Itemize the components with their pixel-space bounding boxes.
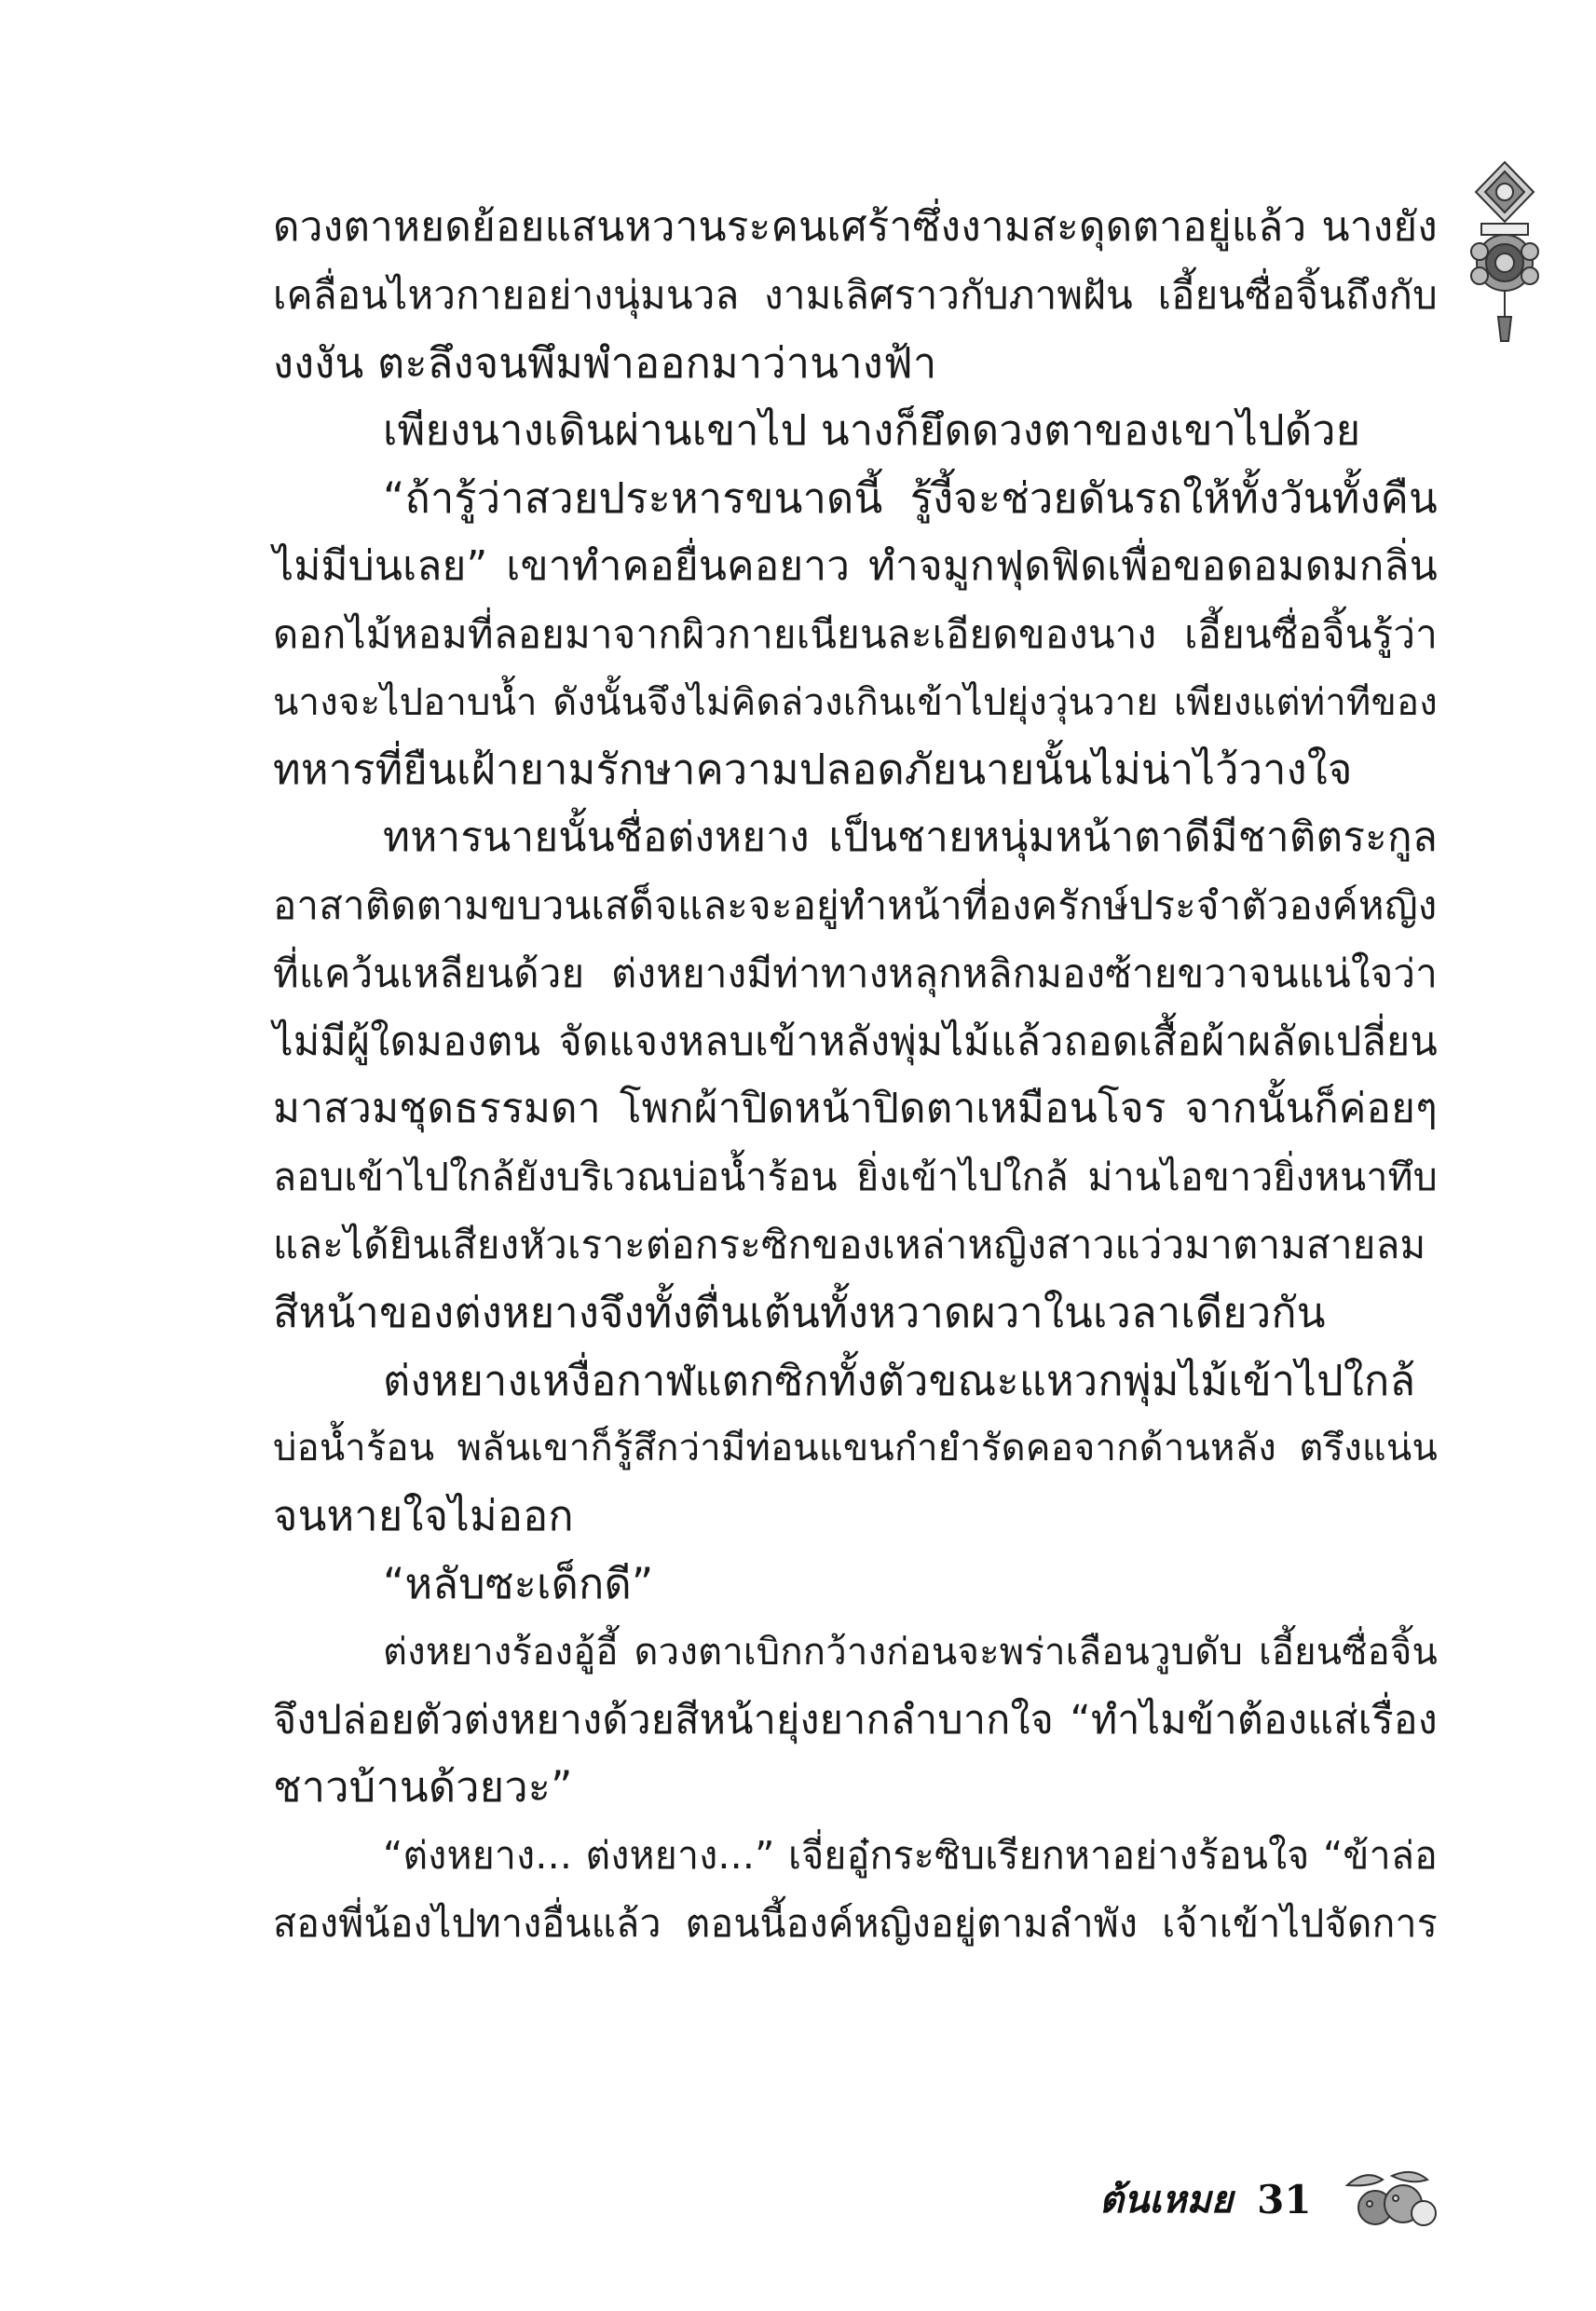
page-footer (1099, 2162, 1440, 2236)
text-line: ต่งหยางร้องอู้อี้ ดวงตาเบิกกว้างก่อนจะพร่าเลือนวูบดับ เอี้ยนซื่อจิ้น (383, 1630, 1438, 1674)
text-line: งงงัน ตะลึงจนพึมพำออกมาว่านางฟ้า (273, 337, 937, 388)
text-line: จึงปล่อยตัวต่งหยางด้วยสีหน้ายุ่งยากลำบากใจ “ทำไมข้าต้องแส่เรื่อง (273, 1696, 1438, 1744)
body-text (273, 194, 1438, 1958)
text-line: ดอกไม้หอมที่ลอยมาจากผิวกายเนียนละเอียดของนาง เอี้ยนซื่อจิ้นรู้ว่า (273, 610, 1438, 657)
text-line: เพียงนางเดินผ่านเขาไป นางก็ยึดดวงตาของเขาไปด้วย (383, 405, 1361, 456)
text-line: เคลื่อนไหวกายอย่างนุ่มนวล งามเลิศราวกับภาพฝัน เอี้ยนซื่อจิ้นถึงกับ (273, 271, 1438, 318)
text-line: สีหน้าของต่งหยางจึงทั้งตื่นเต้นทั้งหวาดผวาในเวลาเดียวกัน (273, 1287, 1326, 1337)
text-line: ต่งหยางเหงื่อกาฬแตกซิกทั้งตัวขณะแหวกพุ่มไม้เข้าไปใกล้ (383, 1355, 1416, 1405)
text-line: ที่แคว้นเหลียนด้วย ต่งหยางมีท่าทางหลุกหลิกมองซ้ายขวาจนแน่ใจว่า (273, 950, 1438, 996)
text-line: ชาวบ้านด้วยวะ” (273, 1762, 573, 1812)
text-line: อาสาติดตามขบวนเสด็จและจะอยู่ทำหน้าที่องครักษ์ประจำตัวองค์หญิง (273, 882, 1438, 928)
text-line: นางจะไปอาบน้ำ ดังนั้นจึงไม่คิดล่วงเกินเข้าไปยุ่งวุ่นวาย เพียงแต่ท่าทีของ (273, 680, 1438, 724)
text-line: ทหารที่ยืนเฝ้ายามรักษาความปลอดภัยนายนั้นไม่น่าไว้วางใจ (273, 745, 1353, 795)
chinese-knot-ornament-icon (1463, 158, 1547, 345)
text-line: ดวงตาหยดย้อยแสนหวานระคนเศร้าซึ่งงามสะดุดตาอยู่แล้ว นางยัง (273, 203, 1438, 251)
text-line: “หลับซะเด็กดี” (383, 1558, 654, 1608)
author-name: ต้นเหมย (1099, 2178, 1234, 2222)
lychee-icon (1338, 2167, 1440, 2232)
text-line: จนหายใจไม่ออก (273, 1491, 574, 1541)
page-number: 31 (1257, 2176, 1312, 2222)
text-line: สองพี่น้องไปทางอื่นแล้ว ตอนนี้องค์หญิงอยู่ตามลำพัง เจ้าเข้าไปจัดการ (273, 1900, 1438, 1946)
text-line: “ถ้ารู้ว่าสวยประหารขนาดนี้ รู้งี้จะช่วยดันรถให้ทั้งวันทั้งคืน (383, 473, 1438, 524)
text-line: ลอบเข้าไปใกล้ยังบริเวณบ่อน้ำร้อน ยิ่งเข้าไปใกล้ ม่านไอขาวยิ่งหนาทึบ (273, 1155, 1438, 1200)
text-line: ทหารนายนั้นชื่อต่งหยาง เป็นชายหนุ่มหน้าตาดีมีชาติตระกูล (383, 814, 1438, 862)
text-line: และได้ยินเสียงหัวเราะต่อกระซิกของเหล่าหญิงสาวแว่วมาตามสายลม (273, 1221, 1426, 1267)
text-line: ไม่มีบ่นเลย” เขาทำคอยื่นคอยาว ทำจมูกฟุดฟิดเพื่อขอดอมดมกลิ่น (273, 541, 1438, 590)
text-line: ไม่มีผู้ใดมองตน จัดแจงหลบเข้าหลังพุ่มไม้แล้วถอดเสื้อผ้าผลัดเปลี่ยน (273, 1018, 1438, 1065)
text-line: มาสวมชุดธรรมดา โพกผ้าปิดหน้าปิดตาเหมือนโจร จากนั้นก็ค่อยๆ (273, 1085, 1438, 1133)
text-line: “ต่งหยาง... ต่งหยาง...” เจี่ยอู๋กระซิบเรียกหาอย่างร้อนใจ “ข้าล่อ (383, 1833, 1438, 1879)
text-line: บ่อน้ำร้อน พลันเขาก็รู้สึกว่ามีท่อนแขนกำยำรัดคอจากด้านหลัง ตรึงแน่น (273, 1427, 1438, 1470)
